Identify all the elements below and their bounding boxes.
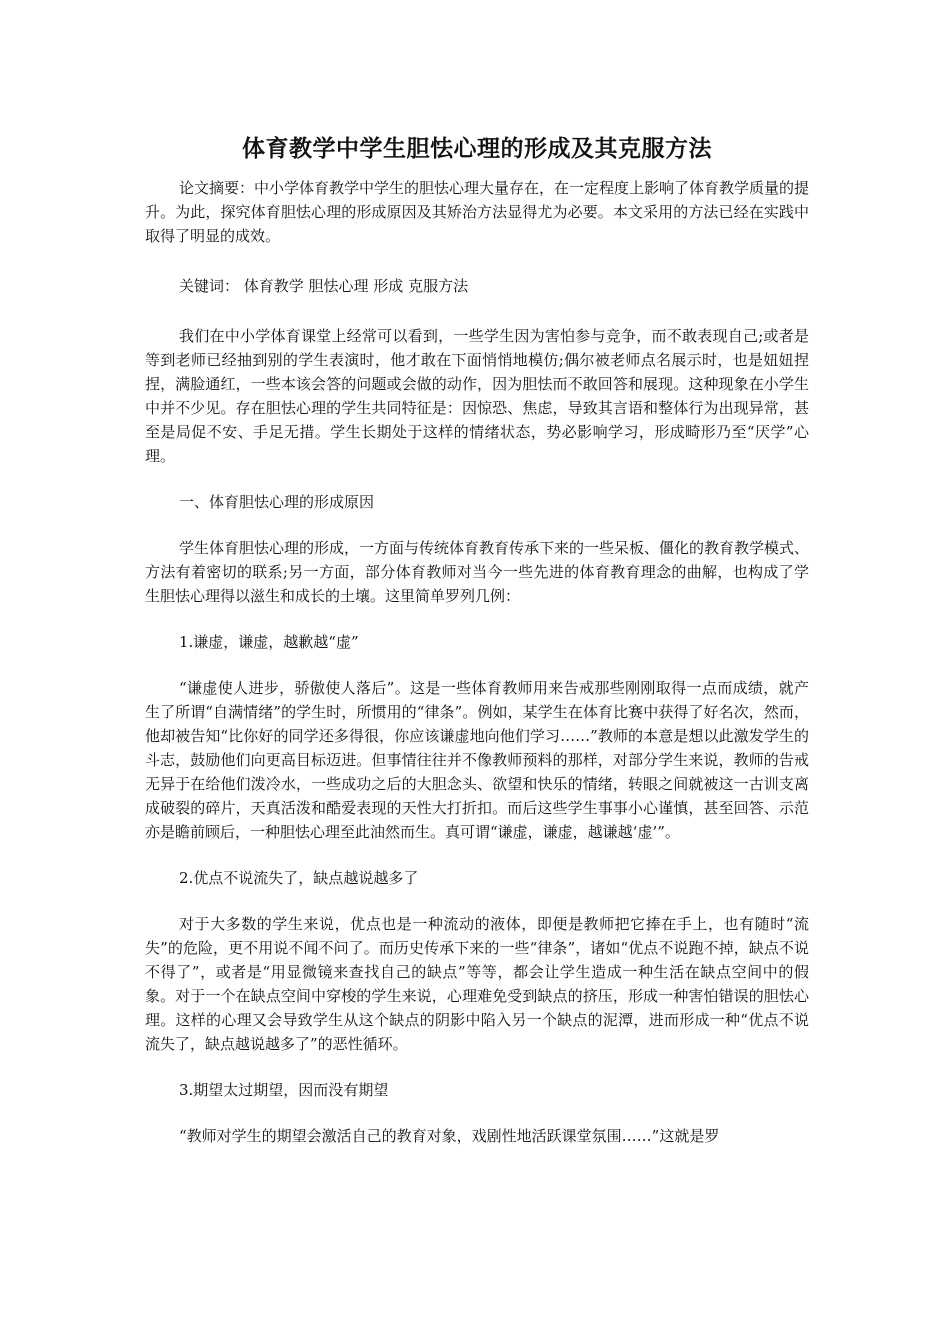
subsection-body-3: “教师对学生的期望会激活自己的教育对象，戏剧性地活跃课堂氛围……”这就是罗 xyxy=(179,1127,720,1145)
document-page xyxy=(145,128,809,1148)
keywords-line: 关键词： 体育教学 胆怯心理 形成 克服方法 xyxy=(179,277,469,295)
subheading-3: 3.期望太过期望，因而没有期望 xyxy=(179,1081,389,1099)
abstract-paragraph: 论文摘要：中小学体育教学中学生的胆怯心理大量存在，在一定程度上影响了体育教学质量的提升。为此，探究体育胆怯心理的形成原因及其矫治方法显得尤为必要。本文采用的方法已经在实践中取得了明显的成效。 xyxy=(145,179,810,245)
subheading-1: 1.谦虚，谦虚，越歉越“虚” xyxy=(179,633,359,651)
subsection-body-2: 对于大多数的学生来说，优点也是一种流动的液体，即便是教师把它捧在手上，也有随时“流失”的危险，更不用说不闻不问了。而历史传承下来的一些“律条”，诸如“优点不说跑不掉，缺点不说不得了”，或者是“用显微镜来查找自己的缺点”等等，都会让学生造成一种生活在缺点空间中的假象。对于一个在缺点空间中穿梭的学生来说，心理难免受到缺点的挤压，形成一种害怕错误的胆怯心理。这样的心理又会导致学生从这个缺点的阴影中陷入另一个缺点的泥潭，进而形成一种“优点不说流失了，缺点越说越多了”的恶性循环。 xyxy=(145,915,809,1053)
subsection-body-1: “谦虚使人进步，骄傲使人落后”。这是一些体育教师用来告戒那些刚刚取得一点而成绩，就产生了所谓“自满情绪”的学生时，所惯用的“律条”。例如，某学生在体育比赛中获得了好名次，然而，他却被告知“比你好的同学还多得很，你应该谦虚地向他们学习……”教师的本意是想以此激发学生的斗志，鼓励他们向更高目标迈进。但事情往往并不像教师预料的那样，对部分学生来说，教师的告戒无异于在给他们泼冷水，一些成功之后的大胆念头、欲望和快乐的情绪，转眼之间就被这一古训支离成破裂的碎片，天真活泼和酷爱表现的天性大打折扣。而后这些学生事事小心谨慎，甚至回答、示范亦是瞻前顾后，一种胆怯心理至此油然而生。真可谓“谦虚，谦虚，越谦越‘虚’”。 xyxy=(145,679,809,841)
section-body-1: 学生体育胆怯心理的形成，一方面与传统体育教育传承下来的一些呆板、僵化的教育教学模式、方法有着密切的联系;另一方面，部分体育教师对当今一些先进的体育教育理念的曲解，也构成了学生胆怯心理得以滋生和成长的土壤。这里简单罗列几例： xyxy=(145,539,810,605)
subheading-2: 2.优点不说流失了，缺点越说越多了 xyxy=(179,869,419,887)
section-heading-1: 一、体育胆怯心理的形成原因 xyxy=(179,493,375,511)
intro-paragraph: 我们在中小学体育课堂上经常可以看到，一些学生因为害怕参与竞争，而不敢表现自己;或者是等到老师已经抽到别的学生表演时，他才敢在下面悄悄地模仿;偶尔被老师点名展示时，也是妞妞捏捏，满脸通红，一些本该会答的问题或会做的动作，因为胆怯而不敢回答和展现。这种现象在小学生中并不少见。存在胆怯心理的学生共同特征是：因惊恐、焦虑，导致其言语和整体行为出现异常，甚至是局促不安、手足无措。学生长期处于这样的情绪状态，势必影响学习，形成畸形乃至“厌学”心理。 xyxy=(145,327,809,465)
document-title: 体育教学中学生胆怯心理的形成及其克服方法 xyxy=(242,136,712,162)
